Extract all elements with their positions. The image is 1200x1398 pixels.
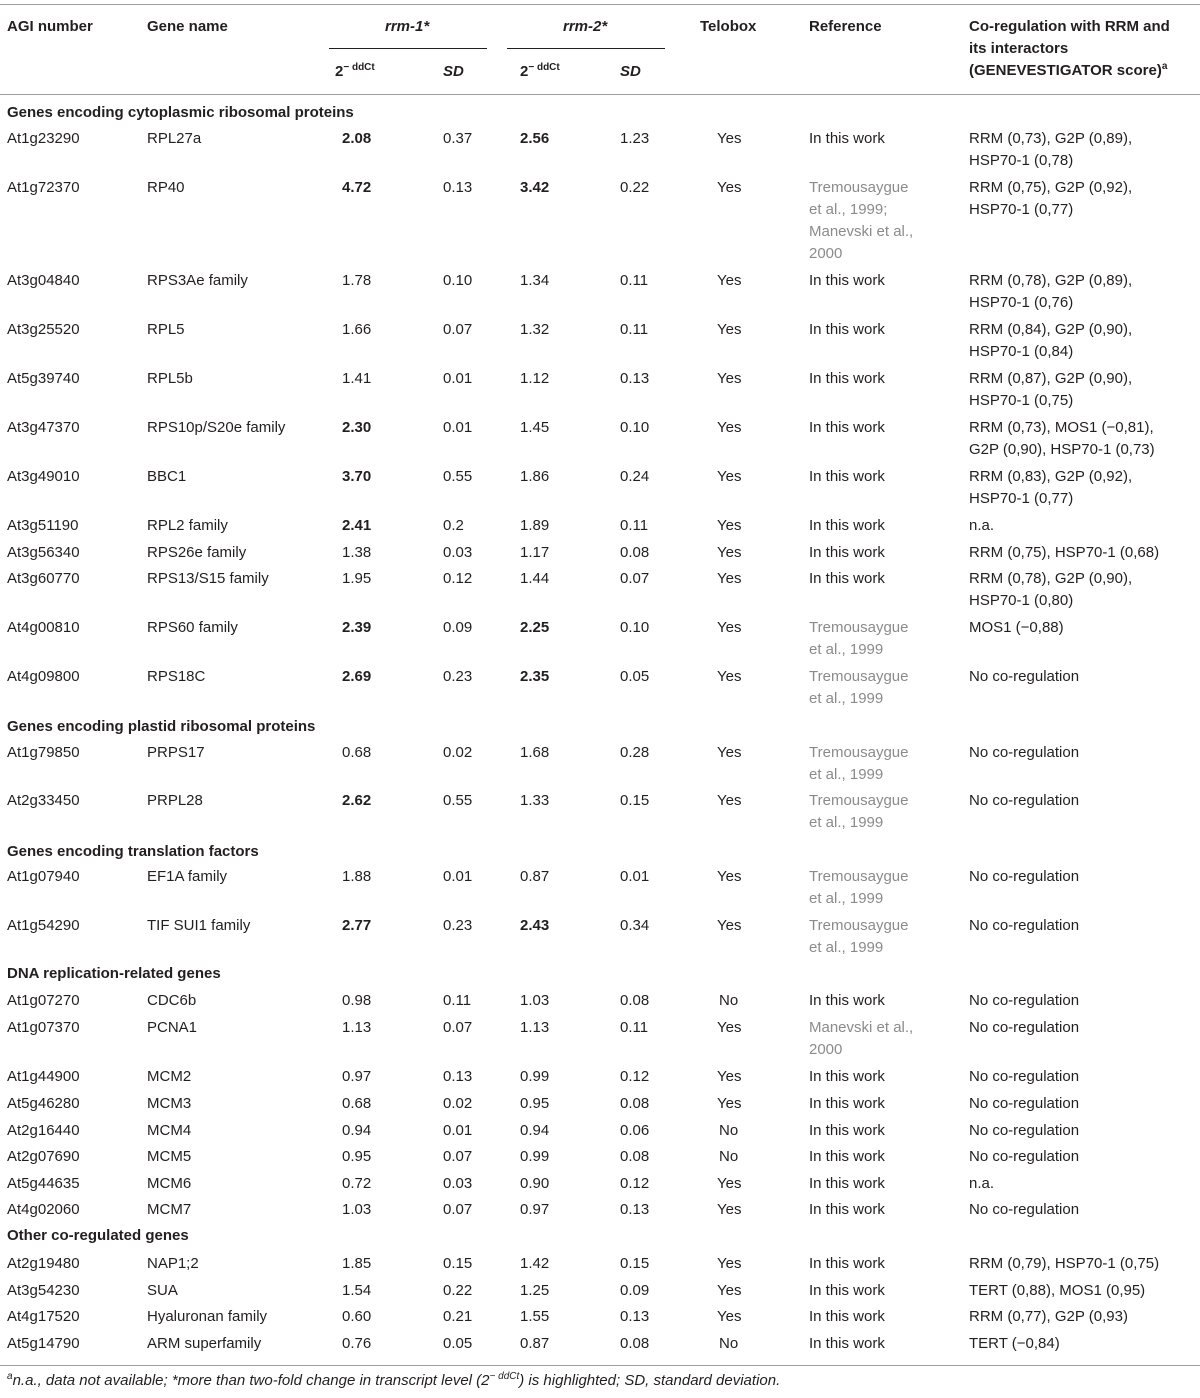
- gene-name: MCM6: [147, 1175, 192, 1192]
- reference-line: Tremousaygue: [809, 179, 909, 196]
- gene-name: RPS18C: [147, 668, 206, 685]
- rrm2-sd-value: 0.08: [620, 1335, 650, 1352]
- rrm2-sd-value: 0.13: [620, 1201, 650, 1218]
- rrm1-ddct-value: 1.54: [342, 1282, 372, 1299]
- rrm2-ddct-value: 1.42: [520, 1255, 550, 1272]
- rrm2-sd-value: 0.15: [620, 792, 650, 809]
- rrm1-ddct-value: 0.76: [342, 1335, 372, 1352]
- reference-line: Tremousaygue: [809, 792, 909, 809]
- agi-number: At1g54290: [7, 917, 80, 934]
- rrm2-sd-value: 0.01: [620, 868, 650, 885]
- rrm1-sd-value: 0.55: [443, 792, 473, 809]
- gene-name: RPS3Ae family: [147, 272, 248, 289]
- rrm2-ddct-value: 1.34: [520, 272, 550, 289]
- agi-number: At2g07690: [7, 1148, 80, 1165]
- header-rrm2: rrm-2*: [563, 18, 608, 35]
- gene-name: RPS10p/S20e family: [147, 419, 286, 436]
- rrm1-ddct-value: 1.41: [342, 370, 372, 387]
- rrm1-sd-value: 0.2: [443, 517, 464, 534]
- rrm2-sd-value: 0.10: [620, 619, 650, 636]
- rrm1-sd-value: 0.03: [443, 544, 473, 561]
- coregulation-line: RRM (0,78), G2P (0,90),: [969, 570, 1133, 587]
- coregulation-line: No co-regulation: [969, 792, 1080, 809]
- gene-name: MCM2: [147, 1068, 192, 1085]
- rrm2-sd-value: 0.10: [620, 419, 650, 436]
- reference-line: et al., 1999: [809, 690, 884, 707]
- telobox-value: Yes: [717, 272, 742, 289]
- rrm2-ddct-value: 1.86: [520, 468, 550, 485]
- rrm2-ddct-value: 2.56: [520, 130, 550, 147]
- reference-line: Tremousaygue: [809, 868, 909, 885]
- gene-name: RPL27a: [147, 130, 202, 147]
- gene-name: CDC6b: [147, 992, 197, 1009]
- rrm2-sd-value: 0.13: [620, 1308, 650, 1325]
- table-footnote: $^a$n.a., data not available; *more than two-fold change in transcript level $(2^{- ddCt})$ is highlighted; SD, standard deviation.: [7, 1371, 781, 1389]
- section-title: DNA replication-related genes: [7, 965, 221, 982]
- telobox-value: Yes: [717, 130, 742, 147]
- agi-number: At2g19480: [7, 1255, 80, 1272]
- rrm1-sd-value: 0.07: [443, 1148, 473, 1165]
- agi-number: At1g44900: [7, 1068, 80, 1085]
- rrm2-sd-value: 0.11: [620, 272, 649, 289]
- gene-name: RPS60 family: [147, 619, 238, 636]
- coregulation-line: No co-regulation: [969, 1148, 1080, 1165]
- reference-line: et al., 1999: [809, 814, 884, 831]
- reference-line: In this work: [809, 1255, 885, 1272]
- rrm1-ddct-value: 1.78: [342, 272, 372, 289]
- agi-number: At2g16440: [7, 1122, 80, 1139]
- agi-number: At3g25520: [7, 321, 80, 338]
- coregulation-line: No co-regulation: [969, 917, 1080, 934]
- coregulation-line: No co-regulation: [969, 1019, 1080, 1036]
- telobox-value: Yes: [717, 570, 742, 587]
- header-rrm1: rrm-1*: [385, 18, 430, 35]
- coregulation-line: RRM (0,83), G2P (0,92),: [969, 468, 1133, 485]
- reference-line: Tremousaygue: [809, 917, 909, 934]
- rrm2-sd-value: 0.08: [620, 992, 650, 1009]
- agi-number: At2g33450: [7, 792, 80, 809]
- telobox-value: Yes: [717, 668, 742, 685]
- rrm1-ddct-value: 2.77: [342, 917, 372, 934]
- agi-number: At5g39740: [7, 370, 80, 387]
- reference-line: et al., 1999;: [809, 201, 888, 218]
- reference-line: In this work: [809, 419, 885, 436]
- rrm1-sd-value: 0.01: [443, 868, 473, 885]
- coregulation-line: TERT (0,88), MOS1 (0,95): [969, 1282, 1146, 1299]
- telobox-value: Yes: [717, 792, 742, 809]
- coregulation-line: RRM (0,75), G2P (0,92),: [969, 179, 1133, 196]
- rrm1-sd-value: 0.13: [443, 1068, 473, 1085]
- reference-line: In this work: [809, 272, 885, 289]
- telobox-value: Yes: [717, 179, 742, 196]
- gene-name: PRPS17: [147, 744, 205, 761]
- rrm2-ddct-value: 1.32: [520, 321, 550, 338]
- reference-line: Manevski et al.,: [809, 223, 914, 240]
- rrm2-sd-value: 0.07: [620, 570, 650, 587]
- coregulation-line: RRM (0,75), HSP70-1 (0,68): [969, 544, 1160, 561]
- rrm1-ddct-value: 1.03: [342, 1201, 372, 1218]
- reference-line: In this work: [809, 517, 885, 534]
- gene-name: RPL5b: [147, 370, 193, 387]
- coregulation-line: HSP70-1 (0,76): [969, 294, 1074, 311]
- header-coreg-line3: (GENEVESTIGATOR score)$^a$: [969, 61, 1168, 79]
- reference-line: In this work: [809, 1175, 885, 1192]
- rrm2-ddct-value: 1.33: [520, 792, 550, 809]
- telobox-value: Yes: [717, 1175, 742, 1192]
- rrm1-ddct-value: 0.68: [342, 744, 372, 761]
- header-bottom-rule: [0, 94, 1200, 95]
- rrm1-ddct-value: 1.95: [342, 570, 372, 587]
- reference-line: Tremousaygue: [809, 668, 909, 685]
- telobox-value: Yes: [717, 1019, 742, 1036]
- rrm1-ddct-value: 0.97: [342, 1068, 372, 1085]
- gene-name: SUA: [147, 1282, 178, 1299]
- coregulation-line: n.a.: [969, 1175, 995, 1192]
- reference-line: et al., 1999: [809, 890, 884, 907]
- rrm1-sd-value: 0.22: [443, 1282, 473, 1299]
- rrm2-sd-value: 0.24: [620, 468, 650, 485]
- coregulation-line: RRM (0,87), G2P (0,90),: [969, 370, 1133, 387]
- telobox-value: Yes: [717, 419, 742, 436]
- gene-name: EF1A family: [147, 868, 228, 885]
- header-rrm2-sd: SD: [620, 63, 641, 80]
- coregulation-line: HSP70-1 (0,78): [969, 152, 1074, 169]
- coregulation-line: HSP70-1 (0,80): [969, 592, 1074, 609]
- gene-name: RP40: [147, 179, 185, 196]
- reference-line: In this work: [809, 1122, 885, 1139]
- rrm1-sd-value: 0.11: [443, 992, 472, 1009]
- rrm2-sd-value: 0.08: [620, 1148, 650, 1165]
- rrm2-sd-value: 0.13: [620, 370, 650, 387]
- rrm1-ddct-value: 0.72: [342, 1175, 372, 1192]
- rrm1-ddct-value: 1.88: [342, 868, 372, 885]
- reference-line: In this work: [809, 321, 885, 338]
- rrm1-ddct-value: 2.08: [342, 130, 372, 147]
- rrm2-sd-value: 0.05: [620, 668, 650, 685]
- rrm2-sd-value: 0.22: [620, 179, 650, 196]
- agi-number: At3g49010: [7, 468, 80, 485]
- rrm2-ddct-value: 3.42: [520, 179, 550, 196]
- agi-number: At3g60770: [7, 570, 80, 587]
- rrm1-ddct-value: 0.94: [342, 1122, 372, 1139]
- coregulation-line: No co-regulation: [969, 668, 1080, 685]
- agi-number: At5g44635: [7, 1175, 80, 1192]
- rrm1-ddct-value: 1.38: [342, 544, 372, 561]
- coregulation-line: No co-regulation: [969, 868, 1080, 885]
- rrm2-ddct-value: 2.43: [520, 917, 550, 934]
- coregulation-line: RRM (0,84), G2P (0,90),: [969, 321, 1133, 338]
- gene-name: Hyaluronan family: [147, 1308, 268, 1325]
- rrm1-ddct-value: 2.41: [342, 517, 372, 534]
- header-coreg-line2: its interactors: [969, 40, 1069, 57]
- rrm1-sd-value: 0.01: [443, 370, 473, 387]
- agi-number: At3g04840: [7, 272, 80, 289]
- rrm1-ddct-value: 0.95: [342, 1148, 372, 1165]
- rrm1-sd-value: 0.37: [443, 130, 473, 147]
- section-title: Other co-regulated genes: [7, 1227, 189, 1244]
- coregulation-line: No co-regulation: [969, 1095, 1080, 1112]
- reference-line: Tremousaygue: [809, 744, 909, 761]
- header-rrm1-sd: SD: [443, 63, 464, 80]
- coregulation-line: No co-regulation: [969, 1201, 1080, 1218]
- reference-line: In this work: [809, 544, 885, 561]
- reference-line: 2000: [809, 245, 843, 262]
- coregulation-line: HSP70-1 (0,77): [969, 490, 1074, 507]
- coregulation-line: No co-regulation: [969, 1122, 1080, 1139]
- rrm2-sd-value: 0.08: [620, 1095, 650, 1112]
- reference-line: Tremousaygue: [809, 619, 909, 636]
- rrm2-sd-value: 0.15: [620, 1255, 650, 1272]
- coregulation-line: G2P (0,90), HSP70-1 (0,73): [969, 441, 1155, 458]
- coregulation-line: RRM (0,73), G2P (0,89),: [969, 130, 1133, 147]
- reference-line: In this work: [809, 1148, 885, 1165]
- header-reference: Reference: [809, 18, 882, 35]
- rrm2-ddct-value: 0.99: [520, 1068, 550, 1085]
- reference-line: In this work: [809, 570, 885, 587]
- rrm2-ddct-value: 1.03: [520, 992, 550, 1009]
- reference-line: In this work: [809, 1068, 885, 1085]
- rrm2-ddct-value: 1.44: [520, 570, 550, 587]
- rrm1-sd-value: 0.12: [443, 570, 473, 587]
- gene-name: RPS13/S15 family: [147, 570, 269, 587]
- rrm2-ddct-value: 2.25: [520, 619, 550, 636]
- rrm2-sd-value: 0.11: [620, 1019, 649, 1036]
- rrm2-ddct-value: 1.13: [520, 1019, 550, 1036]
- rrm1-sd-value: 0.02: [443, 744, 473, 761]
- telobox-value: Yes: [717, 1308, 742, 1325]
- gene-name: MCM3: [147, 1095, 192, 1112]
- coregulation-line: No co-regulation: [969, 992, 1080, 1009]
- coregulation-line: HSP70-1 (0,77): [969, 201, 1074, 218]
- rrm1-ddct-value: 0.68: [342, 1095, 372, 1112]
- coregulation-line: RRM (0,78), G2P (0,89),: [969, 272, 1133, 289]
- agi-number: At3g51190: [7, 517, 79, 534]
- rrm2-sd-value: 0.08: [620, 544, 650, 561]
- agi-number: At4g17520: [7, 1308, 80, 1325]
- rrm1-sd-value: 0.07: [443, 1201, 473, 1218]
- agi-number: At5g14790: [7, 1335, 80, 1352]
- gene-name: NAP1;2: [147, 1255, 199, 1272]
- telobox-value: Yes: [717, 917, 742, 934]
- telobox-value: Yes: [717, 744, 742, 761]
- rrm1-sd-value: 0.02: [443, 1095, 473, 1112]
- section-title: Genes encoding cytoplasmic ribosomal proteins: [7, 104, 354, 121]
- rrm2-ddct-value: 0.94: [520, 1122, 550, 1139]
- rrm2-ddct-value: 0.97: [520, 1201, 550, 1218]
- gene-name: MCM4: [147, 1122, 192, 1139]
- reference-line: In this work: [809, 1095, 885, 1112]
- agi-number: At1g07370: [7, 1019, 80, 1036]
- agi-number: At1g79850: [7, 744, 80, 761]
- telobox-value: No: [719, 1122, 739, 1139]
- gene-name: RPS26e family: [147, 544, 247, 561]
- agi-number: At1g23290: [7, 130, 80, 147]
- telobox-value: Yes: [717, 544, 742, 561]
- agi-number: At1g07270: [7, 992, 80, 1009]
- telobox-value: Yes: [717, 1201, 742, 1218]
- rrm1-sd-value: 0.15: [443, 1255, 473, 1272]
- coregulation-line: RRM (0,73), MOS1 (−0,81),: [969, 419, 1154, 436]
- reference-line: In this work: [809, 1282, 885, 1299]
- rrm2-sd-value: 0.12: [620, 1175, 650, 1192]
- gene-name: BBC1: [147, 468, 187, 485]
- rrm1-sd-value: 0.55: [443, 468, 473, 485]
- coregulation-line: HSP70-1 (0,75): [969, 392, 1074, 409]
- rrm1-sd-value: 0.07: [443, 321, 473, 338]
- reference-line: In this work: [809, 468, 885, 485]
- reference-line: et al., 1999: [809, 939, 884, 956]
- header-coreg-line1: Co-regulation with RRM and: [969, 18, 1170, 35]
- rrm2-ddct-value: 1.45: [520, 419, 550, 436]
- agi-number: At3g56340: [7, 544, 80, 561]
- rrm1-ddct-value: 0.60: [342, 1308, 372, 1325]
- telobox-value: Yes: [717, 1095, 742, 1112]
- table-header: [0, 0, 1200, 95]
- rrm1-sd-value: 0.03: [443, 1175, 473, 1192]
- reference-line: In this work: [809, 1335, 885, 1352]
- gene-name: TIF SUI1 family: [147, 917, 251, 934]
- reference-line: 2000: [809, 1041, 843, 1058]
- telobox-value: Yes: [717, 517, 742, 534]
- header-agi: AGI number: [7, 18, 93, 35]
- gene-name: PCNA1: [147, 1019, 198, 1036]
- agi-number: At1g07940: [7, 868, 80, 885]
- agi-number: At3g54230: [7, 1282, 80, 1299]
- telobox-value: Yes: [717, 868, 742, 885]
- reference-line: In this work: [809, 992, 885, 1009]
- agi-number: At5g46280: [7, 1095, 80, 1112]
- rrm2-sd-value: 0.28: [620, 744, 650, 761]
- rrm1-ddct-value: 0.98: [342, 992, 372, 1009]
- section-title: Genes encoding translation factors: [7, 843, 259, 860]
- rrm1-group-rule: [329, 48, 487, 49]
- telobox-value: Yes: [717, 321, 742, 338]
- rrm2-ddct-value: 0.95: [520, 1095, 550, 1112]
- table-bottom-rule: [0, 1365, 1200, 1366]
- reference-line: et al., 1999: [809, 641, 884, 658]
- gene-name: MCM5: [147, 1148, 192, 1165]
- rrm2-ddct-value: 1.55: [520, 1308, 550, 1325]
- rrm1-sd-value: 0.10: [443, 272, 473, 289]
- rrm2-ddct-value: 1.12: [520, 370, 550, 387]
- rrm1-ddct-value: 2.69: [342, 668, 372, 685]
- telobox-value: Yes: [717, 1282, 742, 1299]
- rrm2-sd-value: 0.09: [620, 1282, 650, 1299]
- rrm2-ddct-value: 0.87: [520, 868, 550, 885]
- rrm2-sd-value: 0.34: [620, 917, 650, 934]
- telobox-value: Yes: [717, 1068, 742, 1085]
- telobox-value: Yes: [717, 619, 742, 636]
- telobox-value: Yes: [717, 1255, 742, 1272]
- coregulation-line: No co-regulation: [969, 1068, 1080, 1085]
- reference-line: In this work: [809, 370, 885, 387]
- rrm1-sd-value: 0.05: [443, 1335, 473, 1352]
- rrm1-ddct-value: 2.39: [342, 619, 372, 636]
- rrm2-ddct-value: 2.35: [520, 668, 550, 685]
- header-rrm2-ddct: $2^{- ddCt}$: [520, 62, 560, 80]
- coregulation-line: RRM (0,77), G2P (0,93): [969, 1308, 1128, 1325]
- rrm1-sd-value: 0.01: [443, 419, 473, 436]
- coregulation-line: HSP70-1 (0,84): [969, 343, 1074, 360]
- rrm2-ddct-value: 1.89: [520, 517, 550, 534]
- rrm2-ddct-value: 1.17: [520, 544, 550, 561]
- agi-number: At3g47370: [7, 419, 80, 436]
- gene-name: RPL5: [147, 321, 185, 338]
- header-gene: Gene name: [147, 18, 228, 35]
- rrm2-ddct-value: 0.90: [520, 1175, 550, 1192]
- gene-name: PRPL28: [147, 792, 203, 809]
- reference-line: Manevski et al.,: [809, 1019, 914, 1036]
- coregulation-line: MOS1 (−0,88): [969, 619, 1064, 636]
- rrm2-sd-value: 0.11: [620, 321, 649, 338]
- agi-number: At4g02060: [7, 1201, 80, 1218]
- rrm1-ddct-value: 3.70: [342, 468, 372, 485]
- rrm2-ddct-value: 1.68: [520, 744, 550, 761]
- agi-number: At1g72370: [7, 179, 80, 196]
- rrm1-ddct-value: 4.72: [342, 179, 372, 196]
- rrm2-sd-value: 0.11: [620, 517, 649, 534]
- rrm1-ddct-value: 1.13: [342, 1019, 372, 1036]
- coregulation-line: RRM (0,79), HSP70-1 (0,75): [969, 1255, 1160, 1272]
- rrm1-sd-value: 0.09: [443, 619, 473, 636]
- telobox-value: No: [719, 1335, 739, 1352]
- rrm2-ddct-value: 0.99: [520, 1148, 550, 1165]
- rrm2-sd-value: 0.12: [620, 1068, 650, 1085]
- rrm1-ddct-value: 1.66: [342, 321, 372, 338]
- rrm1-ddct-value: 1.85: [342, 1255, 372, 1272]
- telobox-value: Yes: [717, 370, 742, 387]
- agi-number: At4g09800: [7, 668, 80, 685]
- telobox-value: No: [719, 992, 739, 1009]
- reference-line: et al., 1999: [809, 766, 884, 783]
- gene-name: RPL2 family: [147, 517, 228, 534]
- rrm1-ddct-value: 2.30: [342, 419, 372, 436]
- coregulation-line: TERT (−0,84): [969, 1335, 1060, 1352]
- section-title: Genes encoding plastid ribosomal proteins: [7, 718, 316, 735]
- rrm1-sd-value: 0.13: [443, 179, 473, 196]
- rrm1-sd-value: 0.23: [443, 917, 473, 934]
- agi-number: At4g00810: [7, 619, 80, 636]
- header-rrm1-ddct: $2^{- ddCt}$: [335, 62, 375, 80]
- reference-line: In this work: [809, 1308, 885, 1325]
- header-telobox: Telobox: [700, 18, 757, 35]
- gene-name: MCM7: [147, 1201, 192, 1218]
- rrm2-ddct-value: 1.25: [520, 1282, 550, 1299]
- coregulation-line: n.a.: [969, 517, 995, 534]
- rrm1-sd-value: 0.23: [443, 668, 473, 685]
- telobox-value: Yes: [717, 468, 742, 485]
- rrm1-sd-value: 0.07: [443, 1019, 473, 1036]
- rrm1-sd-value: 0.01: [443, 1122, 473, 1139]
- reference-line: In this work: [809, 1201, 885, 1218]
- gene-name: ARM superfamily: [147, 1335, 262, 1352]
- rrm2-sd-value: 1.23: [620, 130, 650, 147]
- coregulation-line: No co-regulation: [969, 744, 1080, 761]
- telobox-value: No: [719, 1148, 739, 1165]
- rrm1-sd-value: 0.21: [443, 1308, 473, 1325]
- reference-line: In this work: [809, 130, 885, 147]
- rrm2-ddct-value: 0.87: [520, 1335, 550, 1352]
- rrm2-sd-value: 0.06: [620, 1122, 650, 1139]
- rrm1-ddct-value: 2.62: [342, 792, 372, 809]
- rrm2-group-rule: [507, 48, 665, 49]
